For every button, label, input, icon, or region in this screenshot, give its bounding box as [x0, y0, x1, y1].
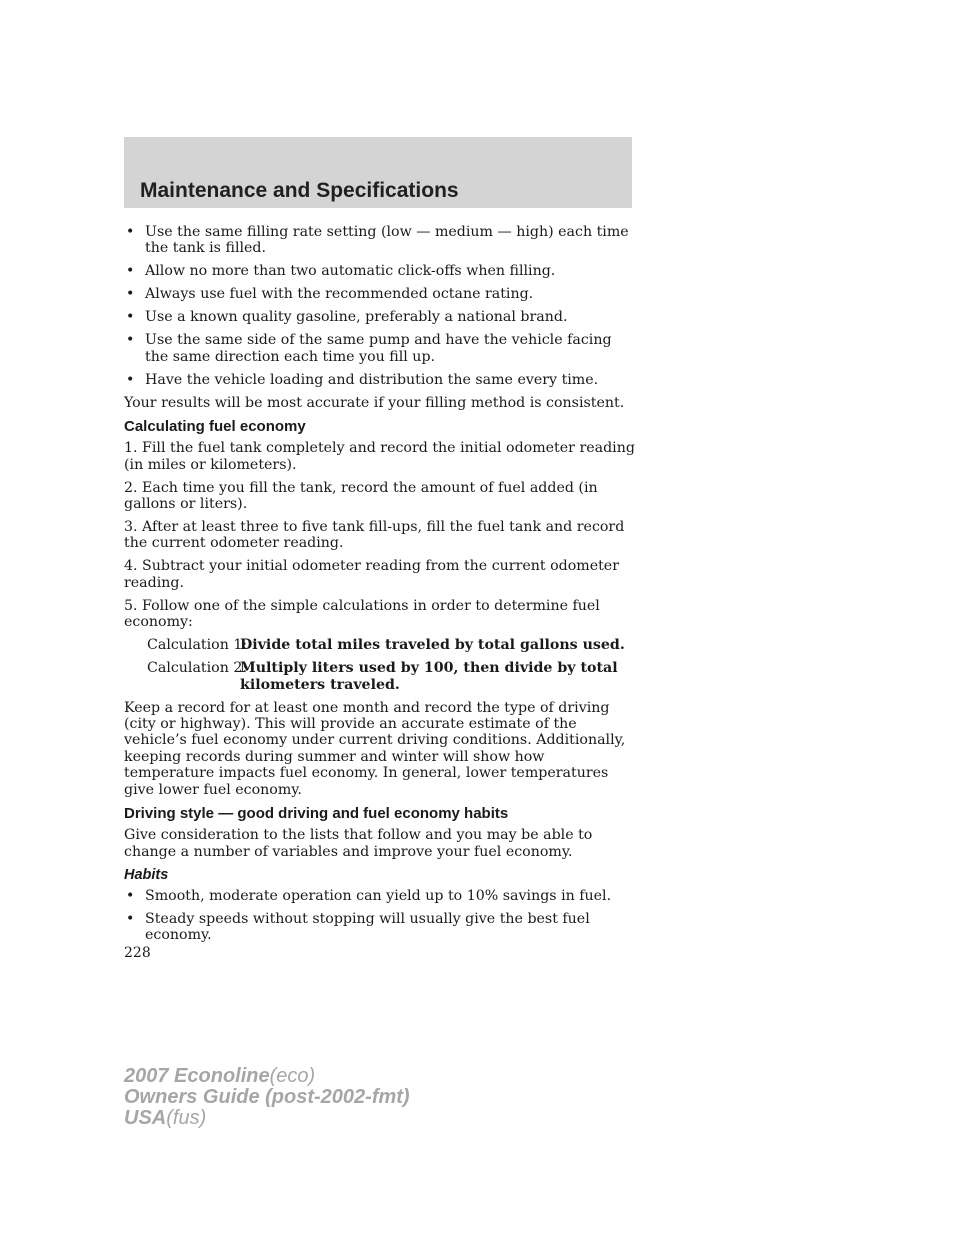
driving-style-heading: Driving style — good driving and fuel economy habits	[124, 805, 509, 823]
bullet-icon: •	[126, 263, 135, 280]
list-item	[124, 372, 636, 388]
calculating-heading: Calculating fuel economy	[124, 418, 306, 436]
list-item-text: Use a known quality gasoline, preferably a national brand.	[145, 309, 568, 326]
list-item-text: Use the same filling rate setting (low — medium — high) each time the tank is filled.	[145, 224, 629, 257]
bullet-icon: •	[126, 224, 135, 240]
bullet-icon: •	[126, 887, 135, 904]
bullet-icon: •	[126, 332, 135, 349]
list-item-text: Have the vehicle loading and distribution the same every time.	[145, 371, 599, 388]
list-item	[124, 309, 636, 325]
step-3: 3. After at least three to five tank fill-ups, fill the fuel tank and record the current odometer reading.	[124, 519, 625, 552]
bullet-icon: •	[126, 286, 135, 303]
results-note: Your results will be most accurate if your filling method is consistent.	[124, 394, 625, 411]
footer-market-code: (fus)	[166, 1107, 207, 1129]
calculation-1-text: Divide total miles traveled by total gallons used.	[240, 637, 625, 654]
step-4: 4. Subtract your initial odometer reading from the current odometer reading.	[124, 558, 619, 591]
footer-line-3	[124, 1108, 410, 1129]
list-item-text: Smooth, moderate operation can yield up to 10% savings in fuel.	[145, 887, 612, 904]
document-footer	[124, 1066, 410, 1129]
footer-model: 2007 Econoline	[124, 1065, 270, 1087]
list-item	[124, 888, 636, 904]
section-title: Maintenance and Specifications	[140, 179, 459, 202]
list-item-text: Allow no more than two automatic click-offs when filling.	[145, 263, 556, 280]
calculation-1-label: Calculation 1:	[147, 637, 248, 654]
footer-market: USA	[124, 1107, 167, 1129]
page-content	[124, 224, 636, 950]
page-number: 228	[124, 945, 151, 961]
step-2: 2. Each time you fill the tank, record the amount of fuel added (in gallons or liters).	[124, 479, 598, 513]
section-header-band	[124, 137, 632, 208]
list-item-text: Always use fuel with the recommended octane rating.	[145, 286, 534, 303]
calculation-1	[124, 637, 636, 653]
list-item-text: Steady speeds without stopping will usually give the best fuel economy.	[145, 910, 590, 943]
footer-line-1	[124, 1066, 410, 1087]
record-note: Keep a record for at least one month and record the type of driving (city or highway). This will provide an accurate estimate of the vehicle’s fuel economy under current driving conditions. Additionally, keeping records during summer and winter will show how temperature impacts fuel economy. In general, lower temperatures give lower fuel economy.	[124, 699, 626, 798]
bullet-icon: •	[126, 371, 135, 388]
bullet-icon: •	[126, 309, 135, 326]
step-5: 5. Follow one of the simple calculations in order to determine fuel economy:	[124, 597, 600, 631]
list-item	[124, 286, 636, 302]
list-item	[124, 263, 636, 279]
calculation-2-label: Calculation 2:	[147, 660, 248, 677]
bullet-icon: •	[126, 910, 135, 927]
list-item	[124, 224, 636, 257]
habits-heading: Habits	[124, 866, 169, 883]
list-item-text: Use the same side of the same pump and have the vehicle facing the same direction each time you fill up.	[145, 332, 612, 365]
calculation-2-text: Multiply liters used by 100, then divide by total kilometers traveled.	[240, 660, 618, 693]
list-item	[124, 332, 636, 365]
driving-intro: Give consideration to the lists that follow and you may be able to change a number of variables and improve your fuel economy.	[124, 827, 593, 860]
footer-line-2: Owners Guide (post-2002-fmt)	[124, 1086, 410, 1108]
footer-model-code: (eco)	[269, 1065, 316, 1087]
list-item	[124, 911, 636, 944]
step-1: 1. Fill the fuel tank completely and record the initial odometer reading (in miles or kilometers).	[124, 440, 635, 473]
calculation-2	[124, 660, 636, 693]
